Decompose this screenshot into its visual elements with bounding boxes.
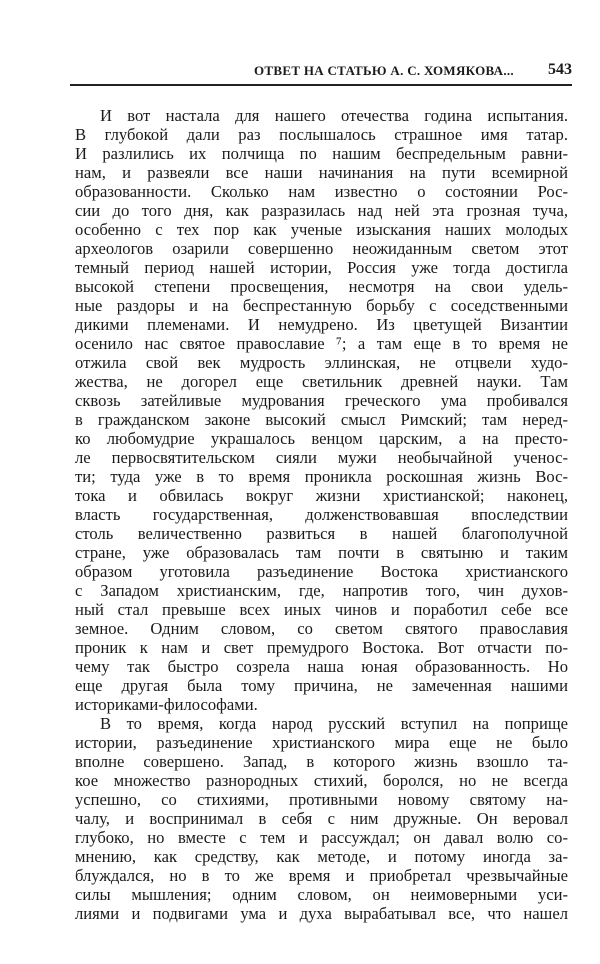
text-line: земное. Одним словом, со светом святого православия — [75, 619, 568, 638]
paragraph — [75, 106, 568, 714]
page-number: 543 — [548, 61, 572, 78]
text-line: ко любомудрие украшалось венцом царским, а на престо- — [75, 429, 568, 448]
text-line: отжила свой век мудрость эллинская, не отцвели худо- — [75, 353, 568, 372]
text-line: власть государственная, долженствовавшая впоследствии — [75, 505, 568, 524]
text-line: стране, уже образовалась там почти в святыню и таким — [75, 543, 568, 562]
text-line: И вот настала для нашего отечества година испытания. — [100, 106, 568, 125]
text-line: силы мышления; одним словом, он неимоверными уси- — [75, 885, 568, 904]
text-line: образованности. Сколько нам известно о состоянии Рос- — [75, 182, 568, 201]
text-line: ле первосвятительском сияли мужи необычайной ученос- — [75, 448, 568, 467]
text-line: высокой степени просвещения, несмотря на свои удель- — [75, 277, 568, 296]
text-line: нам, и развеяли все наши начинания на пути всемирной — [75, 163, 568, 182]
text-line: кое множество разнородных стихий, боролся, но не всегда — [75, 771, 568, 790]
text-line: еще другая была тому причина, не замеченная нашими — [75, 676, 568, 695]
text-line: И разлились их полчища по нашим беспредельным равни- — [75, 144, 568, 163]
text-line: с Западом христианским, где, напротив того, чин духов- — [75, 581, 568, 600]
body-text — [75, 106, 568, 923]
text-line: в гражданском законе высокий смысл Римский; там неред- — [75, 410, 568, 429]
text-line: ный стал превыше всех иных чинов и поработил себе все — [75, 600, 568, 619]
text-line: глубоко, но вместе с тем и рассуждал; он давал волю со- — [75, 828, 568, 847]
text-line: ные раздоры и на беспрестанную борьбу с соседственными — [75, 296, 568, 315]
text-line: проник к нам и свет премудрого Востока. Вот отчасти по- — [75, 638, 568, 657]
text-line: ти; туда уже в то время проникла роскошная жизнь Вос- — [75, 467, 568, 486]
text-line: успешно, со стихиями, противными новому святому на- — [75, 790, 568, 809]
text-line: темный период нашей истории, Россия уже тогда достигла — [75, 258, 568, 277]
text-line: дикими племенами. И немудрено. Из цветущей Византии — [75, 315, 568, 334]
text-line: археологов озарили совершенно неожиданным светом этот — [75, 239, 568, 258]
text-line: мнению, как средству, как методе, и потому иногда за- — [75, 847, 568, 866]
text-line: сквозь затейливые мудрования греческого ума пробивался — [75, 391, 568, 410]
text-line: В то время, когда народ русский вступил на поприще — [100, 714, 568, 733]
text-line: чему так быстро созрела наша юная образованность. Но — [75, 657, 568, 676]
text-line: осенило нас святое православие ⁷; а там еще в то время не — [75, 334, 568, 353]
text-line: тока и обвилась вокруг жизни христианской; наконец, — [75, 486, 568, 505]
text-line: чалу, и воспринимал в себя с ним дружные. Он веровал — [75, 809, 568, 828]
text-line: сии до того дня, как разразилась над ней эта грозная туча, — [75, 201, 568, 220]
text-line: В глубокой дали раз послышалось страшное имя татар. — [75, 125, 568, 144]
text-line: жества, не догорел еще светильник древней науки. Там — [75, 372, 568, 391]
text-line: вполне совершено. Запад, в которого жизнь взошло та- — [75, 752, 568, 771]
text-line: особенно с тех пор как ученые изыскания наших молодых — [75, 220, 568, 239]
text-line: образом уготовила разъединение Востока христианского — [75, 562, 568, 581]
text-line: лиями и подвигами ума и духа вырабатывал все, что нашел — [75, 904, 568, 923]
paragraph — [75, 714, 568, 923]
text-line: столь величественно развиться в нашей благополучной — [75, 524, 568, 543]
text-line: истории, разъединение христианского мира еще не было — [75, 733, 568, 752]
text-line: историками-философами. — [75, 695, 258, 714]
running-title: ОТВЕТ НА СТАТЬЮ А. С. ХОМЯКОВА... — [254, 63, 514, 78]
text-line: блуждался, но в то же время и приобретал чрезвычайные — [75, 866, 568, 885]
running-header — [70, 63, 572, 83]
header-rule — [70, 84, 572, 86]
